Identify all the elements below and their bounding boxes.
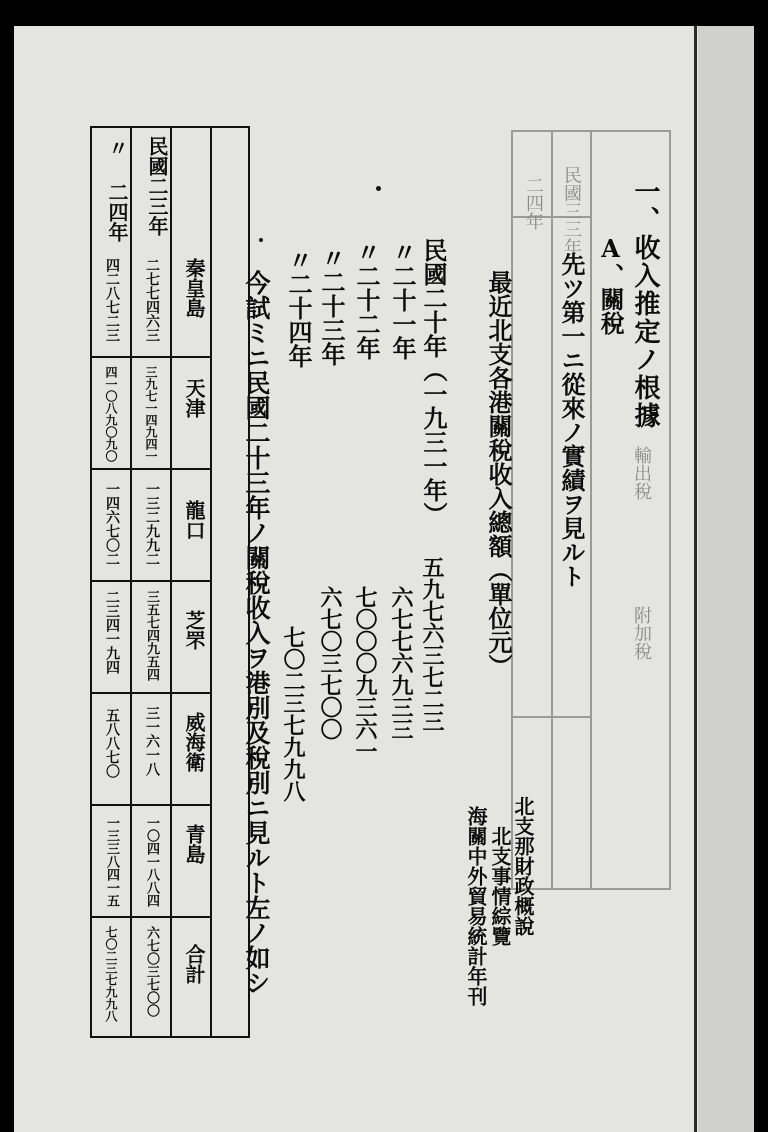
cell-2024-qinhuangdao: 四二八七二三 xyxy=(104,258,120,342)
section-heading: 一、收入推定ノ根據 xyxy=(630,178,660,430)
annual-value-2: 七〇〇〇九三六一 xyxy=(352,586,378,762)
port-table-row-line xyxy=(90,692,210,694)
row-label-2024: 〃 二四年 xyxy=(105,138,129,242)
header-total: 合計 xyxy=(182,944,206,984)
header-zhifu: 芝罘 xyxy=(182,610,206,650)
annual-year-0: 民國二十年（一九三一年） xyxy=(419,238,448,526)
annual-year-3: 〃二十三年 xyxy=(317,246,346,366)
source-org: 北支那財政概說 xyxy=(511,796,535,936)
cell-2023-qingdao: 一〇四一八八四 xyxy=(144,816,159,907)
cell-2023-zhifu: 三五七四九五四 xyxy=(144,590,159,681)
closing-sentence: 今試ミニ民國二十三年ノ關稅收入ヲ港別及稅別ニ見ルト左ノ如シ xyxy=(242,270,271,995)
port-table-col-line xyxy=(130,126,132,1038)
cell-2024-zhifu: 二三四一九四 xyxy=(104,590,120,674)
port-table-row-line xyxy=(90,468,210,470)
cell-2023-longkou: 一三二九九二 xyxy=(144,482,160,566)
header-qingdao: 青島 xyxy=(182,824,206,864)
annual-year-1: 〃二十一年 xyxy=(388,240,417,360)
ghost-col2: 二四年 xyxy=(523,176,544,230)
port-table-row-line xyxy=(90,916,210,918)
ghost-right2: 附加稅 xyxy=(631,606,652,660)
cell-2024-longkou: 一四六七〇二 xyxy=(104,482,120,566)
cell-2023-tianjin: 三九七一四九四一 xyxy=(144,366,158,462)
ghost-table-line xyxy=(551,130,553,890)
source-book1: 北支事情綜覽 xyxy=(488,826,512,946)
port-table-row-line xyxy=(90,804,210,806)
page-fold-line xyxy=(694,26,697,1132)
ink-speck xyxy=(376,186,381,191)
table-title: 最近北支各港關稅收入總額（單位元） xyxy=(484,270,513,678)
port-table-col-line xyxy=(170,126,172,1038)
cell-2024-weihaiwei: 五八八七〇 xyxy=(104,708,120,778)
port-table-col-line xyxy=(210,126,212,1038)
header-weihaiwei: 威海衛 xyxy=(182,712,206,772)
port-table-row-line xyxy=(90,580,210,582)
annual-value-3: 六七〇三七〇〇 xyxy=(317,586,343,740)
header-qinhuangdao: 秦皇島 xyxy=(182,258,206,318)
cell-2023-total: 六七〇三七〇〇 xyxy=(144,926,159,1017)
intro-line: 先ツ第一ニ從來ノ實績ヲ見ルト xyxy=(557,252,586,588)
annual-value-0: 五九七六三七二三 xyxy=(419,556,445,732)
cell-2023-weihaiwei: 三一六一八 xyxy=(144,706,160,776)
ink-speck xyxy=(259,238,263,242)
ghost-table-line xyxy=(511,716,591,718)
annual-year-2: 〃二十二年 xyxy=(352,240,381,360)
ghost-table-line xyxy=(590,130,592,890)
cell-2024-qingdao: 一三三八四一五 xyxy=(104,816,119,907)
row-label-2023: 民國二三年 xyxy=(145,136,169,236)
annual-value-1: 六七七六九三三 xyxy=(388,586,414,740)
ghost-right1: 輸出稅 xyxy=(631,446,652,500)
annual-value-4: 七〇二三七九九八 xyxy=(280,626,306,802)
cell-2024-total: 七〇二三七九九八 xyxy=(104,926,118,1022)
subheading: A、關稅 xyxy=(596,234,625,335)
source-book2: 海關中外貿易統計年刊 xyxy=(464,806,488,1006)
facing-page-shadow xyxy=(698,26,754,1132)
cell-2023-qinhuangdao: 二七七四六三 xyxy=(144,258,160,342)
ghost-col1: 民國三三年 xyxy=(561,166,582,256)
document-page xyxy=(14,26,754,1132)
header-tianjin: 天津 xyxy=(182,378,206,418)
annual-year-4: 〃二十四年 xyxy=(284,248,313,368)
port-table-row-line xyxy=(90,356,210,358)
cell-2024-tianjin: 四一〇八九〇九〇 xyxy=(104,366,118,462)
header-longkou: 龍口 xyxy=(182,500,206,540)
